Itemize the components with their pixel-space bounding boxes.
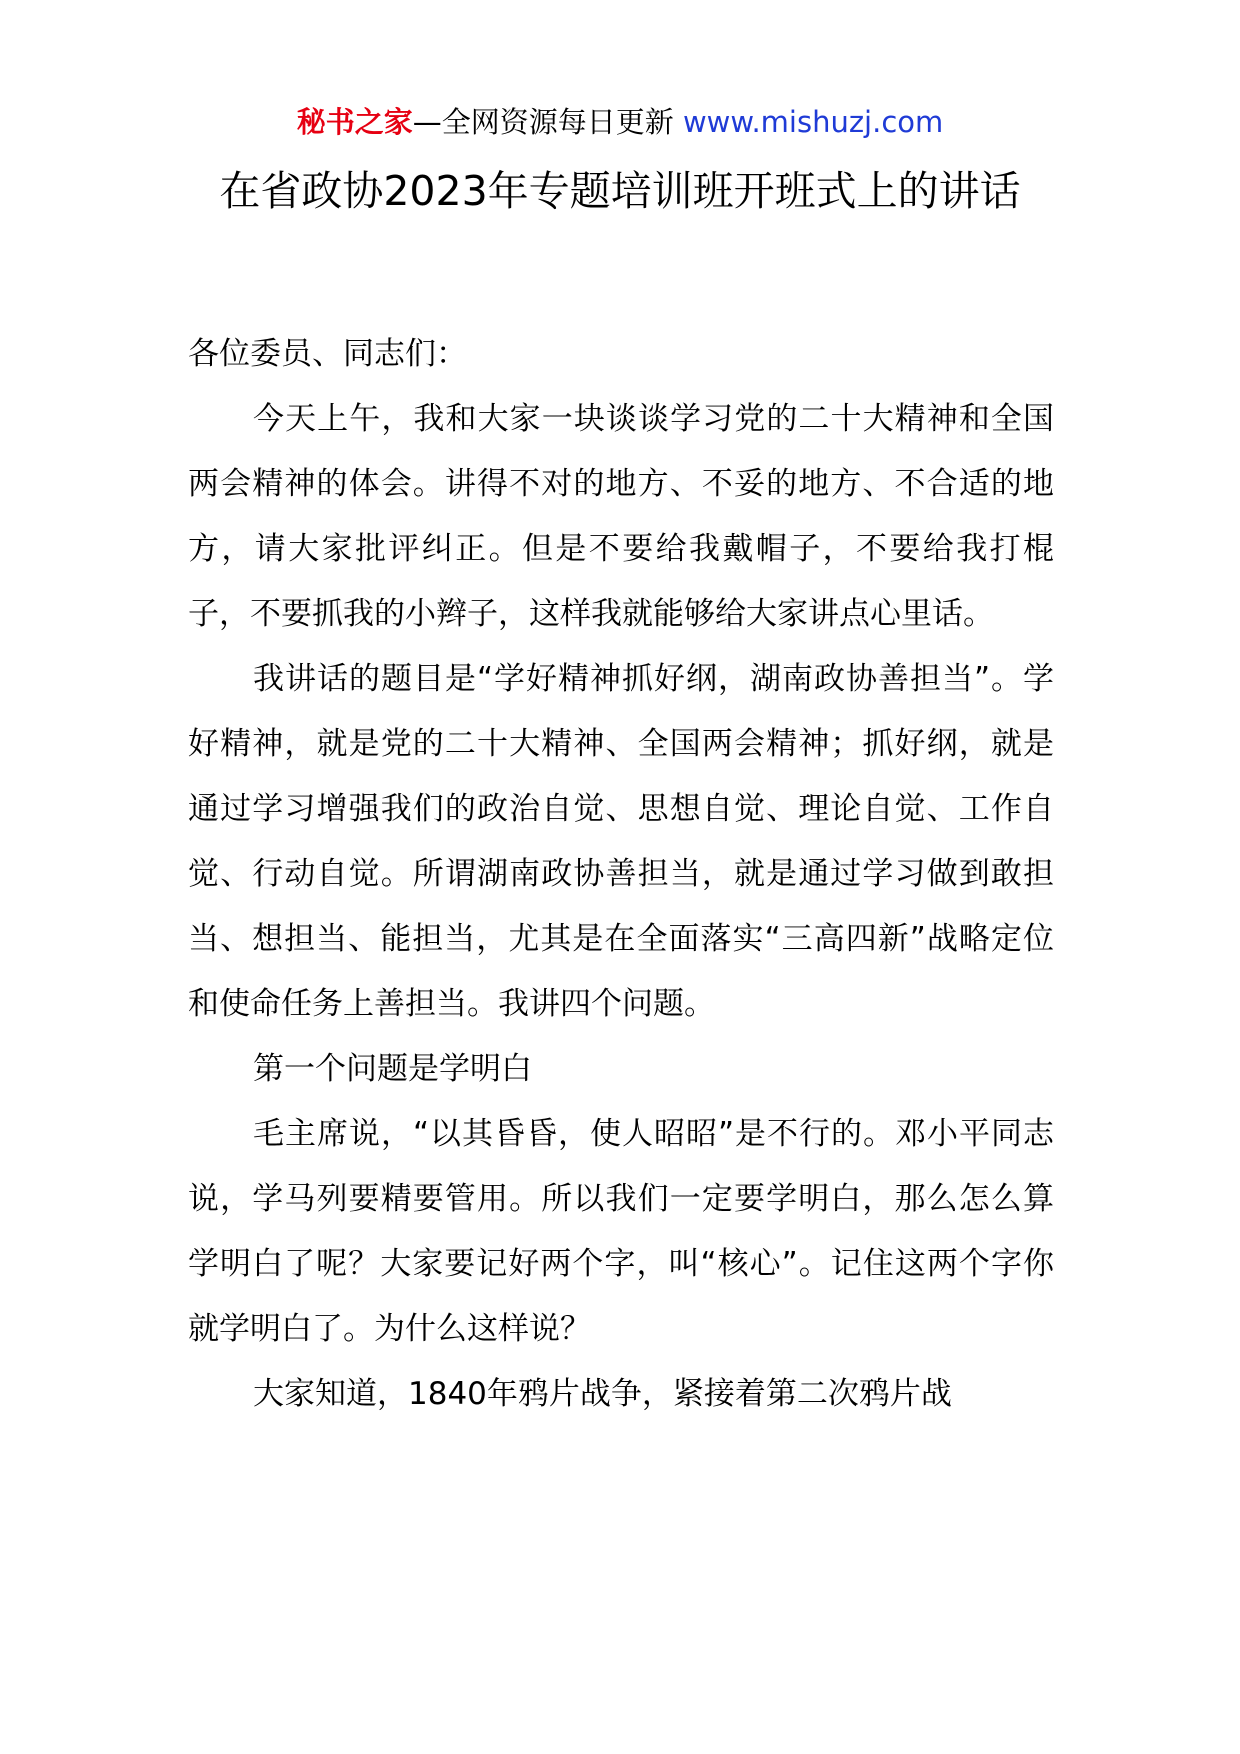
site-brand: 秘书之家 — [296, 105, 413, 139]
body-paragraph: 大家知道，1840年鸦片战争，紧接着第二次鸦片战 — [253, 1376, 952, 1412]
site-tagline: —全网资源每日更新 — [412, 105, 674, 139]
body-paragraph: 今天上午，我和大家一块谈谈学习党的二十大精神和全国两会精神的体会。讲得不对的地方、不妥的地方、不合适的地方，请大家批评纠正。但是不要给我戴帽子，不要给我打棍子，不要抓我的小辫子，这样我就能够给大家讲点心里话。 — [188, 401, 1054, 632]
salutation: 各位委员、同志们： — [188, 336, 467, 372]
section-heading: 第一个问题是学明白 — [253, 1051, 532, 1087]
site-url-link[interactable]: www.mishuzj.com — [682, 105, 944, 139]
document-body — [188, 322, 1054, 1427]
body-paragraph: 我讲话的题目是“学好精神抓好纲，湖南政协善担当”。学好精神，就是党的二十大精神、全国两会精神；抓好纲，就是通过学习增强我们的政治自觉、思想自觉、理论自觉、工作自觉、行动自觉。所谓湖南政协善担当，就是通过学习做到敢担当、想担当、能担当，尤其是在全面落实“三高四新”战略定位和使命任务上善担当。我讲四个问题。 — [188, 661, 1054, 1022]
body-paragraph: 毛主席说，“以其昏昏，使人昭昭”是不行的。邓小平同志说，学马列要精要管用。所以我们一定要学明白，那么怎么算学明白了呢？大家要记好两个字，叫“核心”。记住这两个字你就学明白了。为什么这样说？ — [188, 1116, 1054, 1347]
site-header — [0, 100, 1240, 144]
document-title: 在省政协2023年专题培训班开班式上的讲话 — [219, 167, 1021, 215]
